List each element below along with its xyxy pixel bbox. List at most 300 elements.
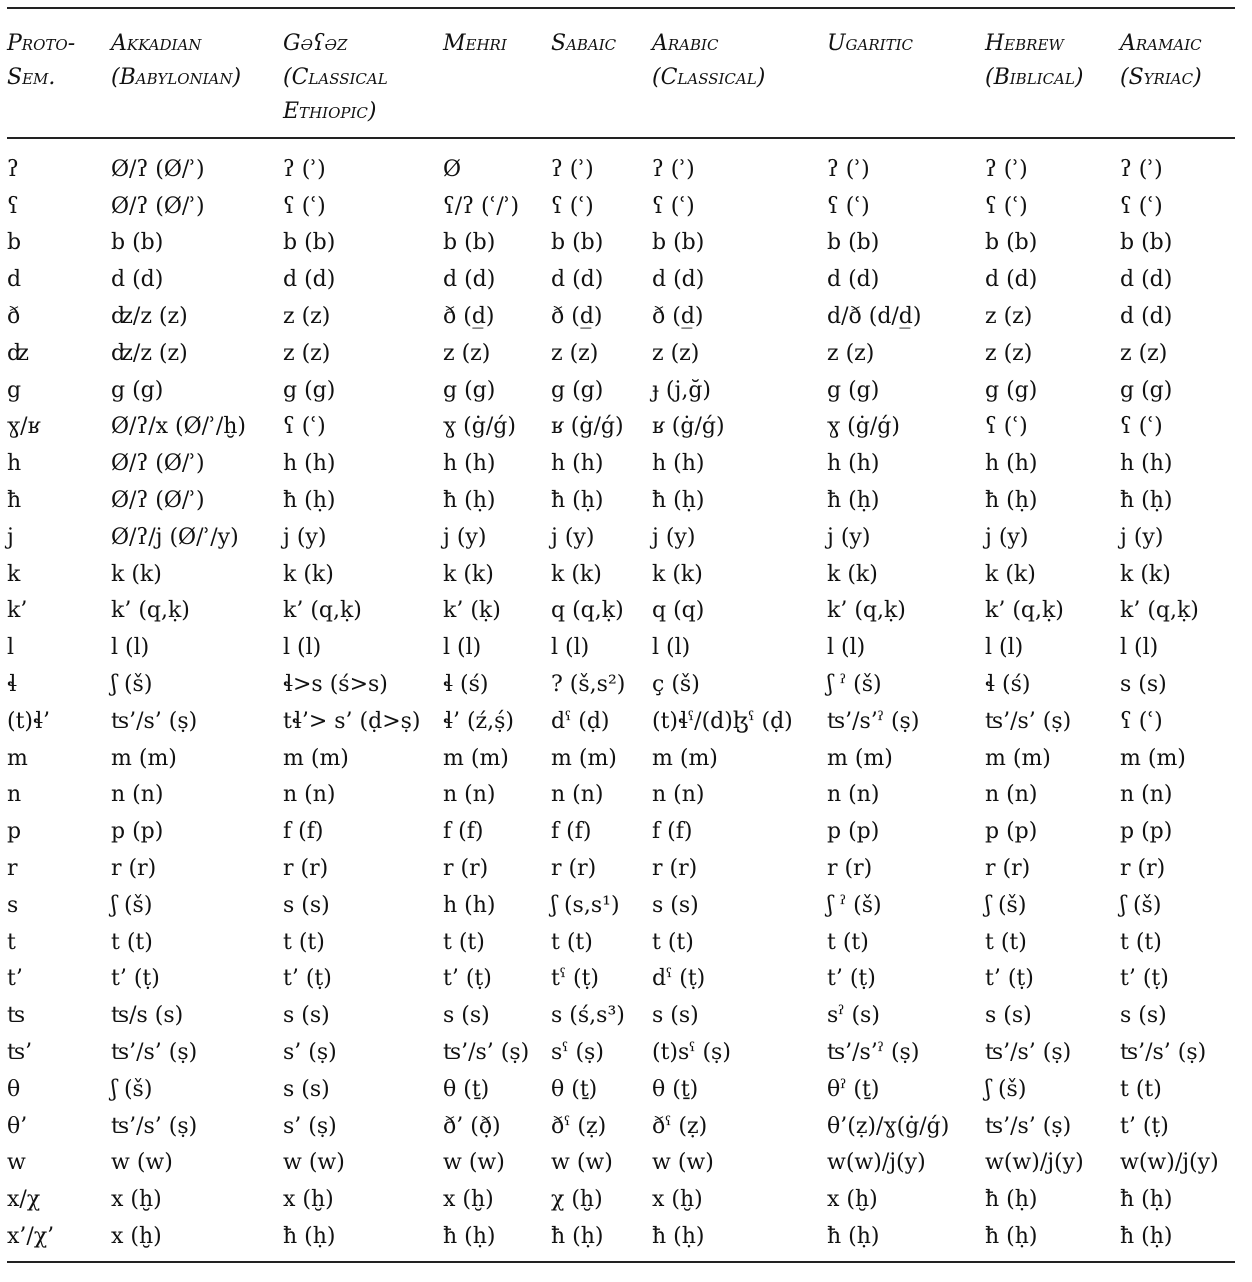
table-body — [7, 129, 1235, 1255]
table-row — [7, 777, 1235, 814]
reflex-cell: ʔ (ʾ) — [551, 156, 594, 182]
reflex-cell: l (l) — [827, 635, 866, 661]
reflex-cell: Ø/ʔ/x (Ø/ʾ/ḫ) — [111, 414, 247, 440]
table-row — [7, 188, 1235, 225]
reflex-cell: t’ (ṭ) — [283, 966, 332, 992]
reflex-cell: ʔ (ʾ) — [652, 156, 695, 182]
column-header-line: (Syriac) — [1120, 65, 1202, 90]
column-header — [111, 27, 283, 129]
proto-semitic-cell: d — [7, 267, 22, 293]
reflex-cell: t’ (ṭ) — [985, 966, 1034, 992]
reflex-cell: r (r) — [283, 856, 329, 882]
reflex-cell: θ (ṯ) — [652, 1076, 699, 1102]
reflex-cell: w(w)/j(y) — [827, 1150, 926, 1176]
table-row — [7, 629, 1235, 666]
reflex-cell: ʕ (ʿ) — [985, 414, 1028, 440]
reflex-cell: ħ (ḥ) — [985, 1224, 1038, 1249]
bottom-rule — [7, 1261, 1235, 1263]
column-header-line: Ethiopic) — [283, 99, 377, 124]
proto-semitic-cell: ð — [7, 304, 21, 330]
table-row — [7, 482, 1235, 519]
reflex-cell: k (k) — [283, 561, 334, 587]
reflex-cell: ɬ’ (ź,ṣ́) — [443, 708, 515, 734]
reflex-cell: t’ (ṭ) — [111, 966, 160, 992]
reflex-cell: θ’(ẓ)/ɣ(ġ/ǵ) — [827, 1113, 950, 1139]
reflex-cell: ʔ (ʾ) — [1120, 156, 1163, 182]
reflex-cell: k’ (q,ḳ) — [111, 598, 190, 624]
reflex-cell: b (b) — [1120, 230, 1173, 256]
reflex-cell: ɣ (ġ/ǵ) — [443, 414, 516, 440]
reflex-cell: h (h) — [985, 451, 1038, 477]
reflex-cell: n (n) — [985, 782, 1038, 808]
column-header-line: Gəʕəz — [283, 31, 348, 56]
reflex-cell: θ (ṯ) — [551, 1076, 598, 1102]
reflex-cell: ʃ (š) — [1120, 892, 1162, 918]
reflex-cell: l (l) — [111, 635, 150, 661]
column-header — [827, 27, 985, 129]
reflex-cell: w (w) — [111, 1150, 173, 1176]
table-row — [7, 887, 1235, 924]
proto-semitic-cell: ɣ/ʁ — [7, 414, 41, 440]
reflex-cell: x (ḫ) — [111, 1224, 162, 1249]
proto-semitic-cell: m — [7, 745, 28, 771]
proto-semitic-cell: k’ — [7, 598, 28, 624]
reflex-cell: h (h) — [1120, 451, 1173, 477]
proto-semitic-cell: (t)ɬ’ — [7, 708, 50, 734]
column-header-line: Akkadian — [111, 31, 202, 56]
reflex-cell: ʕ (ʿ) — [652, 193, 695, 219]
reflex-cell: r (r) — [443, 856, 489, 882]
reflex-cell: k’ (q,ḳ) — [985, 598, 1064, 624]
proto-semitic-cell: x’/χ’ — [7, 1224, 55, 1249]
reflex-cell: (t)ɬˤ/(d)ɮˤ (ḍ) — [652, 708, 793, 734]
reflex-cell: dˤ (ṭ) — [652, 966, 706, 992]
reflex-cell: ħ (ḥ) — [652, 488, 705, 514]
column-header — [551, 27, 652, 129]
reflex-cell: t (t) — [111, 929, 153, 955]
reflex-cell: ʃ ˀ (š) — [827, 672, 882, 698]
reflex-cell: s (s) — [283, 1076, 330, 1102]
proto-semitic-cell: h — [7, 451, 22, 477]
reflex-cell: ʣ/z (z) — [111, 340, 188, 366]
reflex-cell: s (s) — [1120, 672, 1167, 698]
table-row — [7, 813, 1235, 850]
table-row — [7, 409, 1235, 446]
reflex-cell: ɬ (ś) — [985, 672, 1031, 698]
reflex-cell: d/ð (d/d̲) — [827, 304, 922, 330]
reflex-cell: n (n) — [443, 782, 496, 808]
proto-semitic-cell: g — [7, 377, 22, 403]
reflex-cell: t (t) — [985, 929, 1027, 955]
proto-semitic-cell: s — [7, 892, 19, 918]
header-rule — [7, 137, 1235, 139]
reflex-cell: r (r) — [827, 856, 873, 882]
reflex-cell: ʦ’/s’ (ṣ) — [1120, 1040, 1207, 1066]
reflex-cell: ʦ’/s’ (ṣ) — [111, 708, 198, 734]
reflex-cell: ħ (ḥ) — [985, 1187, 1038, 1213]
reflex-cell: tˤ (ṭ) — [551, 966, 600, 992]
reflex-cell: ʕ/ʔ (ʿ/ʾ) — [443, 193, 520, 219]
header-separator-row — [7, 129, 1235, 151]
reflex-cell: j (y) — [1120, 524, 1164, 550]
reflex-cell: ɟ (j,ğ) — [652, 377, 711, 403]
reflex-cell: g (g) — [443, 377, 496, 403]
reflex-cell: j (y) — [283, 524, 327, 550]
proto-semitic-cell: ʦ’ — [7, 1040, 33, 1066]
reflex-cell: w(w)/j(y) — [985, 1150, 1084, 1176]
reflex-cell: r (r) — [111, 856, 157, 882]
proto-semitic-cell: θ — [7, 1076, 21, 1102]
reflex-cell: ʕ (ʿ) — [827, 193, 870, 219]
reflex-cell: l (l) — [443, 635, 482, 661]
reflex-cell: t (t) — [443, 929, 485, 955]
reflex-cell: ħ (ḥ) — [283, 1224, 336, 1249]
column-header-line: (Classical — [283, 65, 388, 90]
reflex-cell: h (h) — [443, 451, 496, 477]
table-row — [7, 593, 1235, 630]
reflex-cell: z (z) — [283, 304, 331, 330]
reflex-cell: h (h) — [551, 451, 604, 477]
table-row — [7, 850, 1235, 887]
column-header-line: (Babylonian) — [111, 65, 242, 90]
proto-semitic-cell: r — [7, 856, 18, 882]
reflex-cell: ʦ’/s’ (ṣ) — [985, 1113, 1072, 1139]
reflex-cell: f (f) — [652, 819, 693, 845]
reflex-cell: ħ (ḥ) — [827, 488, 880, 514]
table-row — [7, 1218, 1235, 1255]
reflex-cell: sˀ (s) — [827, 1003, 880, 1029]
reflex-cell: t (t) — [283, 929, 325, 955]
reflex-cell: g (g) — [985, 377, 1038, 403]
reflex-cell: Ø/ʔ (Ø/ʾ) — [111, 488, 205, 514]
reflex-cell: ʕ (ʿ) — [1120, 193, 1163, 219]
reflex-cell: d (d) — [551, 267, 604, 293]
proto-semitic-cell: p — [7, 819, 22, 845]
reflex-cell: g (g) — [827, 377, 880, 403]
reflex-cell: k (k) — [111, 561, 162, 587]
reflex-cell: s (s) — [1120, 1003, 1167, 1029]
reflex-cell: s (s) — [443, 1003, 490, 1029]
reflex-cell: ʕ (ʿ) — [283, 414, 326, 440]
reflex-cell: w (w) — [443, 1150, 505, 1176]
reflex-cell: ħ (ḥ) — [652, 1224, 705, 1249]
reflex-cell: ʦ’/s’ (ṣ) — [111, 1113, 198, 1139]
reflex-cell: l (l) — [1120, 635, 1159, 661]
reflex-cell: w (w) — [652, 1150, 714, 1176]
reflex-cell: ʃ ˀ (š) — [827, 892, 882, 918]
table-row — [7, 961, 1235, 998]
reflex-cell: t’ (ṭ) — [1120, 966, 1169, 992]
proto-semitic-cell: ʣ — [7, 340, 29, 366]
reflex-cell: s (s) — [283, 892, 330, 918]
reflex-cell: θ (ṯ) — [443, 1076, 490, 1102]
top-rule — [7, 7, 1235, 9]
reflex-cell: k (k) — [652, 561, 703, 587]
reflex-cell: d (d) — [652, 267, 705, 293]
reflex-cell: b (b) — [551, 230, 604, 256]
reflex-cell: s (ś,s³) — [551, 1003, 625, 1029]
reflex-cell: ð (d̲) — [551, 304, 603, 330]
table-row — [7, 298, 1235, 335]
reflex-cell: ʦ’/s’ (ṣ) — [985, 1040, 1072, 1066]
reflex-cell: b (b) — [652, 230, 705, 256]
reflex-cell: g (g) — [283, 377, 336, 403]
column-header — [652, 27, 827, 129]
reflex-cell: b (b) — [985, 230, 1038, 256]
column-header — [985, 27, 1120, 129]
reflex-cell: ðˤ (ẓ) — [652, 1113, 708, 1139]
table-row — [7, 519, 1235, 556]
proto-semitic-cell: x/χ — [7, 1187, 41, 1213]
reflex-cell: h (h) — [827, 451, 880, 477]
table-row — [7, 740, 1235, 777]
reflex-cell: k (k) — [827, 561, 878, 587]
reflex-cell: t (t) — [1120, 1076, 1162, 1102]
reflex-cell: ħ (ḥ) — [443, 1224, 496, 1249]
column-header-line: Ugaritic — [827, 31, 913, 56]
reflex-cell: n (n) — [283, 782, 336, 808]
reflex-cell: m (m) — [652, 745, 718, 771]
proto-semitic-cell: k — [7, 561, 21, 587]
correspondence-table-wrapper — [7, 7, 1235, 1263]
proto-semitic-cell: t’ — [7, 966, 23, 992]
column-header-line: Hebrew — [985, 31, 1064, 56]
reflex-cell: n (n) — [111, 782, 164, 808]
reflex-cell: x (ḫ) — [443, 1187, 494, 1213]
reflex-cell: f (f) — [443, 819, 484, 845]
proto-semitic-cell: ʔ — [7, 156, 19, 182]
reflex-cell: l (l) — [551, 635, 590, 661]
reflex-cell: sˤ (ṣ) — [551, 1040, 604, 1066]
reflex-cell: ħ (ḥ) — [551, 1224, 604, 1249]
proto-semitic-cell: w — [7, 1150, 26, 1176]
reflex-cell: ʔ (ʾ) — [827, 156, 870, 182]
reflex-cell: t (t) — [1120, 929, 1162, 955]
reflex-cell: k’ (q,ḳ) — [1120, 598, 1199, 624]
reflex-cell: ɬ (ś) — [443, 672, 489, 698]
reflex-cell: r (r) — [985, 856, 1031, 882]
reflex-cell: θˀ (ṯ) — [827, 1076, 880, 1102]
reflex-cell: k (k) — [443, 561, 494, 587]
reflex-cell: ð’ (ð̣) — [443, 1113, 501, 1139]
reflex-cell: Ø — [443, 156, 462, 182]
reflex-cell: ʕ (ʿ) — [985, 193, 1028, 219]
reflex-cell: ʁ (ġ/ǵ) — [652, 414, 725, 440]
table-row — [7, 261, 1235, 298]
column-header-line: (Classical) — [652, 65, 766, 90]
reflex-cell: z (z) — [985, 304, 1033, 330]
reflex-cell: k’ (q,ḳ) — [283, 598, 362, 624]
reflex-cell: m (m) — [1120, 745, 1186, 771]
reflex-cell: ħ (ḥ) — [443, 488, 496, 514]
reflex-cell: f (f) — [551, 819, 592, 845]
reflex-cell: t (t) — [827, 929, 869, 955]
proto-semitic-cell: n — [7, 782, 22, 808]
reflex-cell: k (k) — [1120, 561, 1171, 587]
reflex-cell: m (m) — [111, 745, 177, 771]
proto-semitic-cell: ʕ — [7, 193, 19, 219]
proto-semitic-cell: ʦ — [7, 1003, 26, 1029]
reflex-cell: x (ḫ) — [652, 1187, 703, 1213]
reflex-cell: d (d) — [827, 267, 880, 293]
reflex-cell: l (l) — [283, 635, 322, 661]
reflex-cell: z (z) — [1120, 340, 1168, 366]
reflex-cell: t’ (ṭ) — [1120, 1113, 1169, 1139]
reflex-cell: t (t) — [551, 929, 593, 955]
reflex-cell: g (g) — [111, 377, 164, 403]
reflex-cell: m (m) — [827, 745, 893, 771]
reflex-cell: ʕ (ʿ) — [1120, 414, 1163, 440]
reflex-cell: h (h) — [652, 451, 705, 477]
reflex-cell: z (z) — [652, 340, 700, 366]
reflex-cell: ? (š,s²) — [551, 672, 626, 698]
reflex-cell: n (n) — [1120, 782, 1173, 808]
reflex-cell: k (k) — [985, 561, 1036, 587]
reflex-cell: m (m) — [283, 745, 349, 771]
reflex-cell: b (b) — [111, 230, 164, 256]
reflex-cell: ʕ (ʿ) — [551, 193, 594, 219]
reflex-cell: s’ (ṣ) — [283, 1113, 337, 1139]
reflex-cell: ç (š) — [652, 672, 700, 698]
reflex-cell: ħ (ḥ) — [551, 488, 604, 514]
table-row — [7, 997, 1235, 1034]
reflex-cell: ð (d̲) — [652, 304, 704, 330]
reflex-cell: r (r) — [1120, 856, 1166, 882]
reflex-cell: z (z) — [443, 340, 491, 366]
reflex-cell: l (l) — [985, 635, 1024, 661]
table-row — [7, 151, 1235, 188]
proto-semitic-cell: l — [7, 635, 15, 661]
proto-semitic-cell: ħ — [7, 488, 22, 514]
reflex-cell: ʃ (š) — [985, 1076, 1027, 1102]
reflex-cell: n (n) — [652, 782, 705, 808]
reflex-cell: z (z) — [985, 340, 1033, 366]
reflex-cell: n (n) — [827, 782, 880, 808]
reflex-cell: j (y) — [652, 524, 696, 550]
reflex-cell: tɬ’> s’ (ḍ>ṣ) — [283, 708, 421, 734]
reflex-cell: k (k) — [551, 561, 602, 587]
reflex-cell: j (y) — [443, 524, 487, 550]
reflex-cell: s (s) — [652, 1003, 699, 1029]
reflex-cell: j (y) — [551, 524, 595, 550]
reflex-cell: q (q,ḳ) — [551, 598, 624, 624]
reflex-cell: b (b) — [443, 230, 496, 256]
reflex-cell: ħ (ḥ) — [1120, 1187, 1173, 1213]
reflex-cell: w (w) — [283, 1150, 345, 1176]
reflex-cell: ʃ (š) — [111, 672, 153, 698]
reflex-cell: b (b) — [283, 230, 336, 256]
reflex-cell: t’ (ṭ) — [827, 966, 876, 992]
reflex-cell: ð (d̲) — [443, 304, 495, 330]
reflex-cell: d (d) — [1120, 267, 1173, 293]
reflex-cell: ħ (ḥ) — [1120, 1224, 1173, 1249]
column-header-line: Arabic — [652, 31, 719, 56]
table-row — [7, 703, 1235, 740]
reflex-cell: d (d) — [1120, 304, 1173, 330]
reflex-cell: dˤ (ḍ) — [551, 708, 610, 734]
column-header-line: Aramaic — [1120, 31, 1202, 56]
table-row — [7, 1145, 1235, 1182]
reflex-cell: ʕ (ʿ) — [283, 193, 326, 219]
table-row — [7, 666, 1235, 703]
reflex-cell: d (d) — [283, 267, 336, 293]
column-header-line: (Biblical) — [985, 65, 1084, 90]
column-header — [443, 27, 551, 129]
reflex-cell: t (t) — [652, 929, 694, 955]
reflex-cell: p (p) — [111, 819, 164, 845]
reflex-cell: ħ (ḥ) — [283, 488, 336, 514]
proto-semitic-cell: t — [7, 929, 16, 955]
column-header — [283, 27, 443, 129]
reflex-cell: ʃ (s,s¹) — [551, 892, 620, 918]
reflex-cell: h (h) — [443, 892, 496, 918]
reflex-cell: b (b) — [827, 230, 880, 256]
reflex-cell: ɬ>s (ś>s) — [283, 672, 388, 698]
reflex-cell: t’ (ṭ) — [443, 966, 492, 992]
proto-semitic-cell: θ’ — [7, 1113, 28, 1139]
reflex-cell: z (z) — [551, 340, 599, 366]
reflex-cell: m (m) — [985, 745, 1051, 771]
reflex-cell: Ø/ʔ (Ø/ʾ) — [111, 156, 205, 182]
reflex-cell: ʕ (ʿ) — [1120, 708, 1163, 734]
reflex-cell: x (ḫ) — [283, 1187, 334, 1213]
reflex-cell: r (r) — [652, 856, 698, 882]
reflex-cell: ʔ (ʾ) — [283, 156, 326, 182]
reflex-cell: ħ (ḥ) — [827, 1224, 880, 1249]
reflex-cell: ʔ (ʾ) — [985, 156, 1028, 182]
reflex-cell: k’ (ḳ) — [443, 598, 501, 624]
reflex-cell: j (y) — [827, 524, 871, 550]
reflex-cell: z (z) — [827, 340, 875, 366]
reflex-cell: s’ (ṣ) — [283, 1040, 337, 1066]
reflex-cell: d (d) — [111, 267, 164, 293]
reflex-cell: Ø/ʔ (Ø/ʾ) — [111, 451, 205, 477]
reflex-cell: ʣ/z (z) — [111, 304, 188, 330]
reflex-cell: m (m) — [443, 745, 509, 771]
reflex-cell: ʦ’/s’ (ṣ) — [111, 1040, 198, 1066]
reflex-cell: h (h) — [283, 451, 336, 477]
reflex-cell: ɣ (ġ/ǵ) — [827, 414, 900, 440]
reflex-cell: r (r) — [551, 856, 597, 882]
reflex-cell: ʦ’/s’ (ṣ) — [985, 708, 1072, 734]
reflex-cell: d (d) — [985, 267, 1038, 293]
reflex-cell: p (p) — [827, 819, 880, 845]
column-header — [1120, 27, 1235, 129]
header-row — [7, 27, 1235, 129]
reflex-cell: k’ (q,ḳ) — [827, 598, 906, 624]
reflex-cell: (t)sˤ (ṣ) — [652, 1040, 731, 1066]
reflex-cell: ħ (ḥ) — [1120, 488, 1173, 514]
sound-correspondence-table — [7, 27, 1235, 1255]
table-row — [7, 1181, 1235, 1218]
reflex-cell: w(w)/j(y) — [1120, 1150, 1219, 1176]
column-header — [7, 27, 111, 129]
reflex-cell: Ø/ʔ (Ø/ʾ) — [111, 193, 205, 219]
reflex-cell: f (f) — [283, 819, 324, 845]
reflex-cell: x (ḫ) — [827, 1187, 878, 1213]
table-row — [7, 1071, 1235, 1108]
table-row — [7, 924, 1235, 961]
reflex-cell: p (p) — [1120, 819, 1173, 845]
reflex-cell: ʃ (š) — [111, 1076, 153, 1102]
column-header-line: Proto- — [7, 31, 76, 56]
reflex-cell: x (ḫ) — [111, 1187, 162, 1213]
reflex-cell: Ø/ʔ/j (Ø/ʾ/y) — [111, 524, 239, 550]
reflex-cell: ʦ’/s’ˀ (ṣ) — [827, 1040, 920, 1066]
reflex-cell: ʦ/s (s) — [111, 1003, 184, 1029]
reflex-cell: g (g) — [551, 377, 604, 403]
reflex-cell: ħ (ḥ) — [985, 488, 1038, 514]
